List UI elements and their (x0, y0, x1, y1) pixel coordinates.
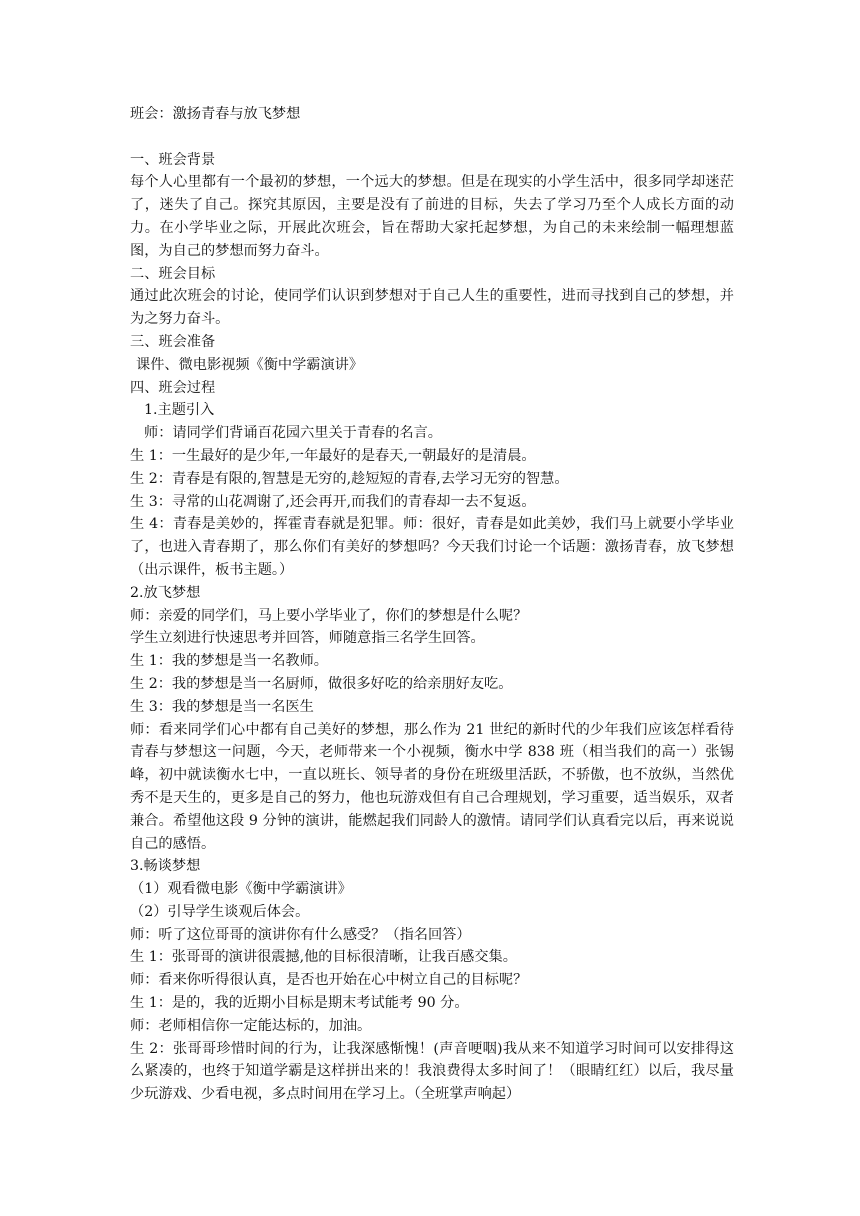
paragraph-goals: 通过此次班会的讨论，使同学们认识到梦想对于自己人生的重要性，进而寻找到自己的梦想，并为之努力奋斗。 (130, 288, 734, 328)
dialogue-line: 师：看来同学们心中都有自己美好的梦想，那么作为 21 世纪的新时代的少年我们应该怎样看待青春与梦想这一问题，今天，老师带来一个小视频，衡水中学 838 班（相当我们的高一）张锡峰，初中就读衡水七中，一直以班长、领导者的身份在班级里活跃，不骄傲，也不放纵，当然优秀不是天生的，更多是自己的努力，他也玩游戏但有自己合理规划，学习重要，适当娱乐，双者兼合。希望他这段 9 分钟的演讲，能燃起我们同龄人的激情。请同学们认真看完以后，再来说说自己的感悟。 (130, 721, 734, 852)
document-title: 班会：激扬青春与放飞梦想 (130, 106, 301, 122)
paragraph-background: 每个人心里都有一个最初的梦想，一个远大的梦想。但是在现实的小学生活中，很多同学却迷茫了，迷失了自己。探究其原因，主要是没有了前进的目标，失去了学习乃至个人成长方面的动力。在小学毕业之际，开展此次班会，旨在帮助大家托起梦想，为自己的未来绘制一幅理想蓝图，为自己的梦想而努力奋斗。 (130, 174, 734, 259)
dialogue-line: 生 1：一生最好的是少年,一年最好的是春天,一朝最好的是清晨。 (130, 447, 536, 464)
list-item: （1）观看微电影《衡中学霸演讲》 (130, 881, 352, 898)
paragraph-preparation: 课件、微电影视频《衡中学霸演讲》 (136, 356, 364, 373)
dialogue-line: 生 1：是的，我的近期小目标是期末考试能考 90 分。 (130, 995, 469, 1012)
dialogue-line: 师：亲爱的同学们，马上要小学毕业了，你们的梦想是什么呢？ (130, 607, 528, 624)
dialogue-line: 生 2：青春是有限的,智慧是无穷的,趁短短的青春,去学习无穷的智慧。 (130, 470, 569, 487)
dialogue-line: 生 3：寻常的山花凋谢了,还会再开,而我们的青春却一去不复返。 (130, 493, 536, 510)
dialogue-line: 生 4：青春是美妙的，挥霍青春就是犯罪。师：很好，青春是如此美妙，我们马上就要小学毕业了，也进入青春期了，那么你们有美好的梦想吗？今天我们讨论一个话题：激扬青春，放飞梦想（出示课件，板书主题。） (130, 516, 734, 578)
dialogue-line: 师：老师相信你一定能达标的，加油。 (130, 1017, 372, 1034)
subheading-fly-dreams: 2.放飞梦想 (130, 584, 201, 601)
subheading-topic-intro: 1.主题引入 (144, 402, 215, 419)
dialogue-line: 学生立刻进行快速思考并回答，师随意指三名学生回答。 (130, 630, 485, 647)
dialogue-line: 生 2：我的梦想是当一名厨师，做很多好吃的给亲朋好友吃。 (130, 675, 513, 692)
dialogue-line: 师：看来你听得很认真，是否也开始在心中树立自己的目标呢？ (130, 972, 528, 989)
document-body (130, 103, 734, 1106)
list-item: （2）引导学生谈观后体会。 (130, 903, 310, 920)
dialogue-line: 师：请同学们背诵百花园六里关于青春的名言。 (144, 425, 442, 442)
section-heading-goals: 二、班会目标 (130, 265, 216, 282)
dialogue-line: 师：听了这位哥哥的演讲你有什么感受？（指名回答） (130, 926, 471, 943)
dialogue-line: 生 1：张哥哥的演讲很震撼,他的目标很清晰，让我百感交集。 (130, 949, 517, 966)
subheading-discuss-dreams: 3.畅谈梦想 (130, 858, 201, 875)
section-heading-preparation: 三、班会准备 (130, 333, 216, 350)
section-heading-background: 一、班会背景 (130, 151, 216, 168)
dialogue-line: 生 1：我的梦想是当一名教师。 (130, 653, 328, 670)
dialogue-line: 生 3：我的梦想是当一名医生 (130, 698, 314, 715)
section-heading-process: 四、班会过程 (130, 379, 216, 396)
dialogue-line: 生 2：张哥哥珍惜时间的行为，让我深感惭愧！(声音哽咽)我从来不知道学习时间可以安排得这么紧凑的，也终于知道学霸是这样拼出来的！我浪费得太多时间了！（眼睛红红）以后，我尽量少玩游戏、少看电视，多点时间用在学习上。（全班掌声响起） (130, 1040, 734, 1103)
